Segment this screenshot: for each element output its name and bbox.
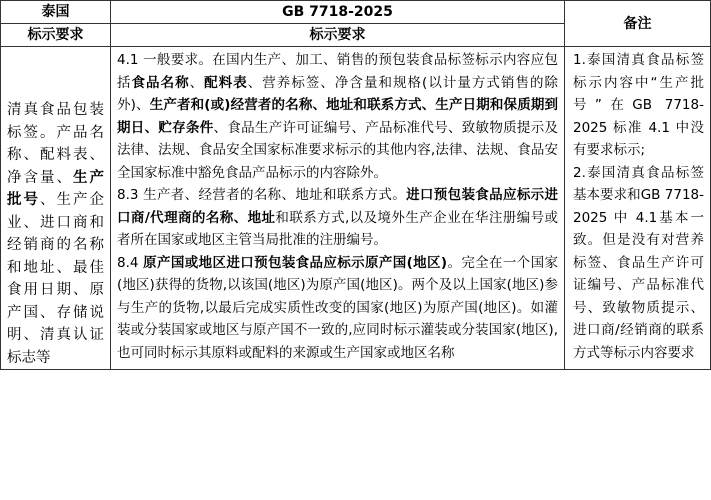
gb-p1-segment: 、 xyxy=(189,74,205,91)
gb-p2-segment: 和联系方式,以及境外生产企业在华注册编号或者所在国家或地区主管当局批准的注册编号。 xyxy=(117,209,558,248)
remarks-cell xyxy=(565,47,711,370)
gb-p1-segment: 生产者和(或)经营者的名称、地址和联系方式、生产日期和保质期到期日、贮存条件 xyxy=(117,97,558,136)
thailand-text-batch: 生产批号 xyxy=(7,169,104,208)
thailand-text-2: 、生产企业、进口商和经销商的名称和地址、最佳食用日期、原产国、存储说明、清真认证标志等 xyxy=(7,192,104,366)
gb-clause-4-1 xyxy=(117,49,558,184)
gb-p1-segment: 、食品生产许可证编号、产品标准代号、致敏物质提示及法律、法规、食品安全国家标准要求标示的其他内容,法律、法规、食品安全国家标准中豁免食品产品标示的内容除外。 xyxy=(117,119,559,181)
content-row xyxy=(1,47,711,370)
gb-p3-segment: 原产国或地区进口预包装食品应标示原产国(地区) xyxy=(143,254,448,271)
remark-1: 1.泰国清真食品标签标示内容中“生产批号”在GB 7718-2025 标准 4.1 中没有要求标示; xyxy=(573,52,704,158)
gb-requirements-cell xyxy=(111,47,565,370)
gb-p1-segment: 4.1 一般要求。在国内生产、加工、销售的预包装食品标签标示内容应包括 xyxy=(117,52,558,91)
gb-clause-8-4 xyxy=(117,252,558,365)
header-remarks: 备注 xyxy=(565,1,711,47)
gb-p1-segment: 配料表 xyxy=(204,74,248,91)
gb-p1-segment: 、营养标签、净含量和规格(以计量方式销售的除外)、 xyxy=(117,74,559,113)
header-gb-requirements: 标示要求 xyxy=(111,24,565,47)
gb-clause-8-3 xyxy=(117,184,558,252)
header-gb-standard: GB 7718-2025 xyxy=(111,1,565,24)
header-row-1 xyxy=(1,1,711,24)
gb-p3-segment: 。完全在一个国家(地区)获得的货物,以该国(地区)为原产国(地区)。两个及以上国家(地区)参与生产的货物,以最后完成实质性改变的国家(地区)为原产国(地区)。如灌装或分装国家或地区与原产国不一致的,应同时标示灌装或分装国家(地区),也可同时标示其原料或配料的来源或生产国家或地区名称 xyxy=(117,254,559,361)
thailand-text-1: 清真食品包装标签。产品名称、配料表、净含量、 xyxy=(7,102,104,186)
remark-2: 2.泰国清真食品标签基本要求和GB 7718-2025 中 4.1基本一致。但是没有对营养标签、食品生产许可证编号、产品标准代号、致敏物质提示、进口商/经销商的联系方式等标示内容要求 xyxy=(573,164,704,361)
gb-p2-segment: 进口预包装食品应标示进口商/代理商的名称、地址 xyxy=(117,187,559,226)
header-thailand: 泰国 xyxy=(1,1,111,24)
thailand-requirements-cell xyxy=(1,47,111,370)
gb-p3-segment: 8.4 xyxy=(117,254,144,271)
gb-p2-segment: 8.3 生产者、经营者的名称、地址和联系方式。 xyxy=(117,187,407,203)
gb-p1-segment: 食品名称 xyxy=(131,74,190,91)
header-thailand-requirements: 标示要求 xyxy=(1,24,111,47)
